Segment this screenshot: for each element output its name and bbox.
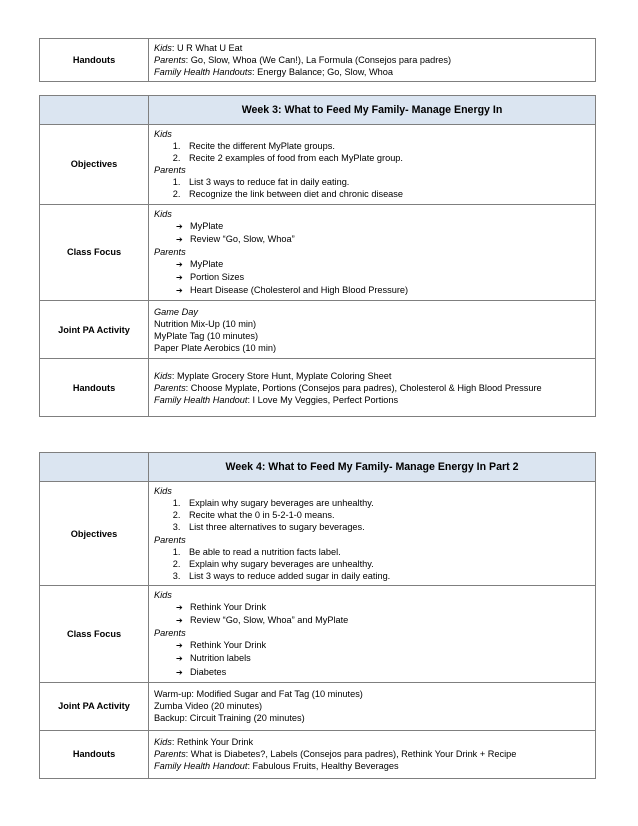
parents-text: : What is Diabetes?, Labels (Consejos para padres), Rethink Your Drink + Recipe (185, 749, 517, 760)
row-label: Joint PA Activity (40, 682, 149, 730)
list-item: 1. Be able to read a nutrition facts label. (183, 546, 590, 558)
parents-objectives-list (154, 546, 590, 582)
kids-focus-list (154, 220, 590, 246)
row-label: Handouts (40, 359, 149, 417)
class-focus-row (40, 586, 596, 683)
row-label: Objectives (40, 125, 149, 205)
kids-objectives-list (154, 140, 590, 164)
objectives-row (40, 482, 596, 586)
kids-label: Kids (154, 737, 172, 748)
parents-heading: Parents (154, 246, 186, 257)
kids-label: Kids (154, 370, 172, 381)
row-label: Joint PA Activity (40, 301, 149, 359)
parents-label: Parents (154, 55, 186, 66)
family-label: Family Health Handout (154, 394, 248, 405)
parents-heading: Parents (154, 628, 186, 639)
list-item: 3. List three alternatives to sugary beverages. (183, 521, 590, 533)
handouts-row (40, 39, 596, 82)
list-item: 3. List 3 ways to reduce added sugar in daily eating. (183, 570, 590, 582)
kids-label: Kids (154, 43, 172, 53)
parents-heading: Parents (154, 165, 186, 176)
objectives-content (149, 125, 596, 205)
joint-pa-content (149, 682, 596, 730)
kids-heading: Kids (154, 590, 172, 600)
week3-table (39, 95, 596, 417)
row-label: Handouts (40, 39, 149, 82)
list-item: 2. Recite 2 examples of food from each MyPlate group. (183, 152, 590, 164)
kids-objectives-list (154, 497, 590, 533)
list-item: ➔ Nutrition labels (176, 652, 590, 665)
joint-pa-row (40, 682, 596, 730)
family-label: Family Health Handout (154, 761, 248, 772)
parents-heading: Parents (154, 534, 186, 545)
list-item: 2. Explain why sugary beverages are unhealthy. (183, 558, 590, 570)
family-text: : Energy Balance; Go, Slow, Whoa (252, 67, 393, 78)
class-focus-content (149, 204, 596, 301)
kids-heading: Kids (154, 129, 172, 139)
row-label: Handouts (40, 730, 149, 778)
list-item: 1. List 3 ways to reduce fat in daily eating. (183, 176, 590, 188)
handouts-content (149, 359, 596, 417)
objectives-row (40, 125, 596, 205)
family-text: : I Love My Veggies, Perfect Portions (247, 394, 399, 405)
parents-objectives-list (154, 176, 590, 200)
list-item: ➔ Rethink Your Drink (176, 601, 590, 614)
activity-heading: Game Day (154, 306, 198, 317)
list-item: 2. Recognize the link between diet and chronic disease (183, 188, 590, 200)
kids-text: : Myplate Grocery Store Hunt, Myplate Coloring Sheet (171, 370, 392, 381)
joint-pa-row (40, 301, 596, 359)
list-item: ➔ MyPlate (176, 220, 590, 233)
parents-label: Parents (154, 749, 186, 760)
row-label: Class Focus (40, 586, 149, 683)
kids-heading: Kids (154, 486, 172, 497)
kids-focus-list (154, 601, 590, 627)
list-item: 1. Recite the different MyPlate groups. (183, 140, 590, 152)
week4-table (39, 452, 596, 779)
family-label: Family Health Handouts (154, 67, 253, 78)
parents-text: : Choose Myplate, Portions (Consejos para padres), Cholesterol & High Blood Pressure (185, 382, 542, 393)
handouts-row (40, 359, 596, 417)
row-label: Class Focus (40, 204, 149, 301)
handouts-row (40, 730, 596, 778)
parents-label: Parents (154, 382, 186, 393)
week3-title: Week 3: What to Feed My Family- Manage Energy In (149, 96, 596, 125)
activity-item: Nutrition Mix-Up (10 min) (154, 318, 257, 329)
list-item: ➔ MyPlate (176, 258, 590, 271)
kids-text: : U R What U Eat (171, 43, 243, 53)
parents-focus-list (154, 639, 590, 678)
handouts-content (149, 39, 596, 82)
week3-header-row (40, 96, 596, 125)
activity-item: Zumba Video (20 minutes) (154, 701, 263, 712)
list-item: ➔ Heart Disease (Cholesterol and High Blood Pressure) (176, 284, 590, 297)
week4-title: Week 4: What to Feed My Family- Manage Energy In Part 2 (149, 453, 596, 482)
list-item: 2. Recite what the 0 in 5-2-1-0 means. (183, 509, 590, 521)
activity-item: MyPlate Tag (10 minutes) (154, 330, 258, 341)
class-focus-content (149, 586, 596, 683)
objectives-content (149, 482, 596, 586)
list-item: ➔ Diabetes (176, 666, 590, 679)
list-item: ➔ Review “Go, Slow, Whoa” and MyPlate (176, 614, 590, 627)
activity-item: Backup: Circuit Training (20 minutes) (154, 713, 305, 724)
class-focus-row (40, 204, 596, 301)
week2-handouts-table (39, 38, 596, 82)
activity-item: Paper Plate Aerobics (10 min) (154, 342, 277, 353)
kids-text: : Rethink Your Drink (171, 737, 254, 748)
handouts-content (149, 730, 596, 778)
header-blank-cell (40, 96, 149, 125)
family-text: : Fabulous Fruits, Healthy Beverages (247, 761, 399, 772)
header-blank-cell (40, 453, 149, 482)
activity-item: Warm-up: Modified Sugar and Fat Tag (10 minutes) (154, 689, 363, 700)
kids-heading: Kids (154, 208, 172, 219)
joint-pa-content (149, 301, 596, 359)
list-item: ➔ Rethink Your Drink (176, 639, 590, 652)
list-item: ➔ Portion Sizes (176, 271, 590, 284)
parents-focus-list (154, 258, 590, 297)
row-label: Objectives (40, 482, 149, 586)
list-item: ➔ Review “Go, Slow, Whoa” (176, 233, 590, 246)
week4-header-row (40, 453, 596, 482)
parents-text: : Go, Slow, Whoa (We Can!), La Formula (Consejos para padres) (185, 55, 452, 66)
list-item: 1. Explain why sugary beverages are unhealthy. (183, 497, 590, 509)
